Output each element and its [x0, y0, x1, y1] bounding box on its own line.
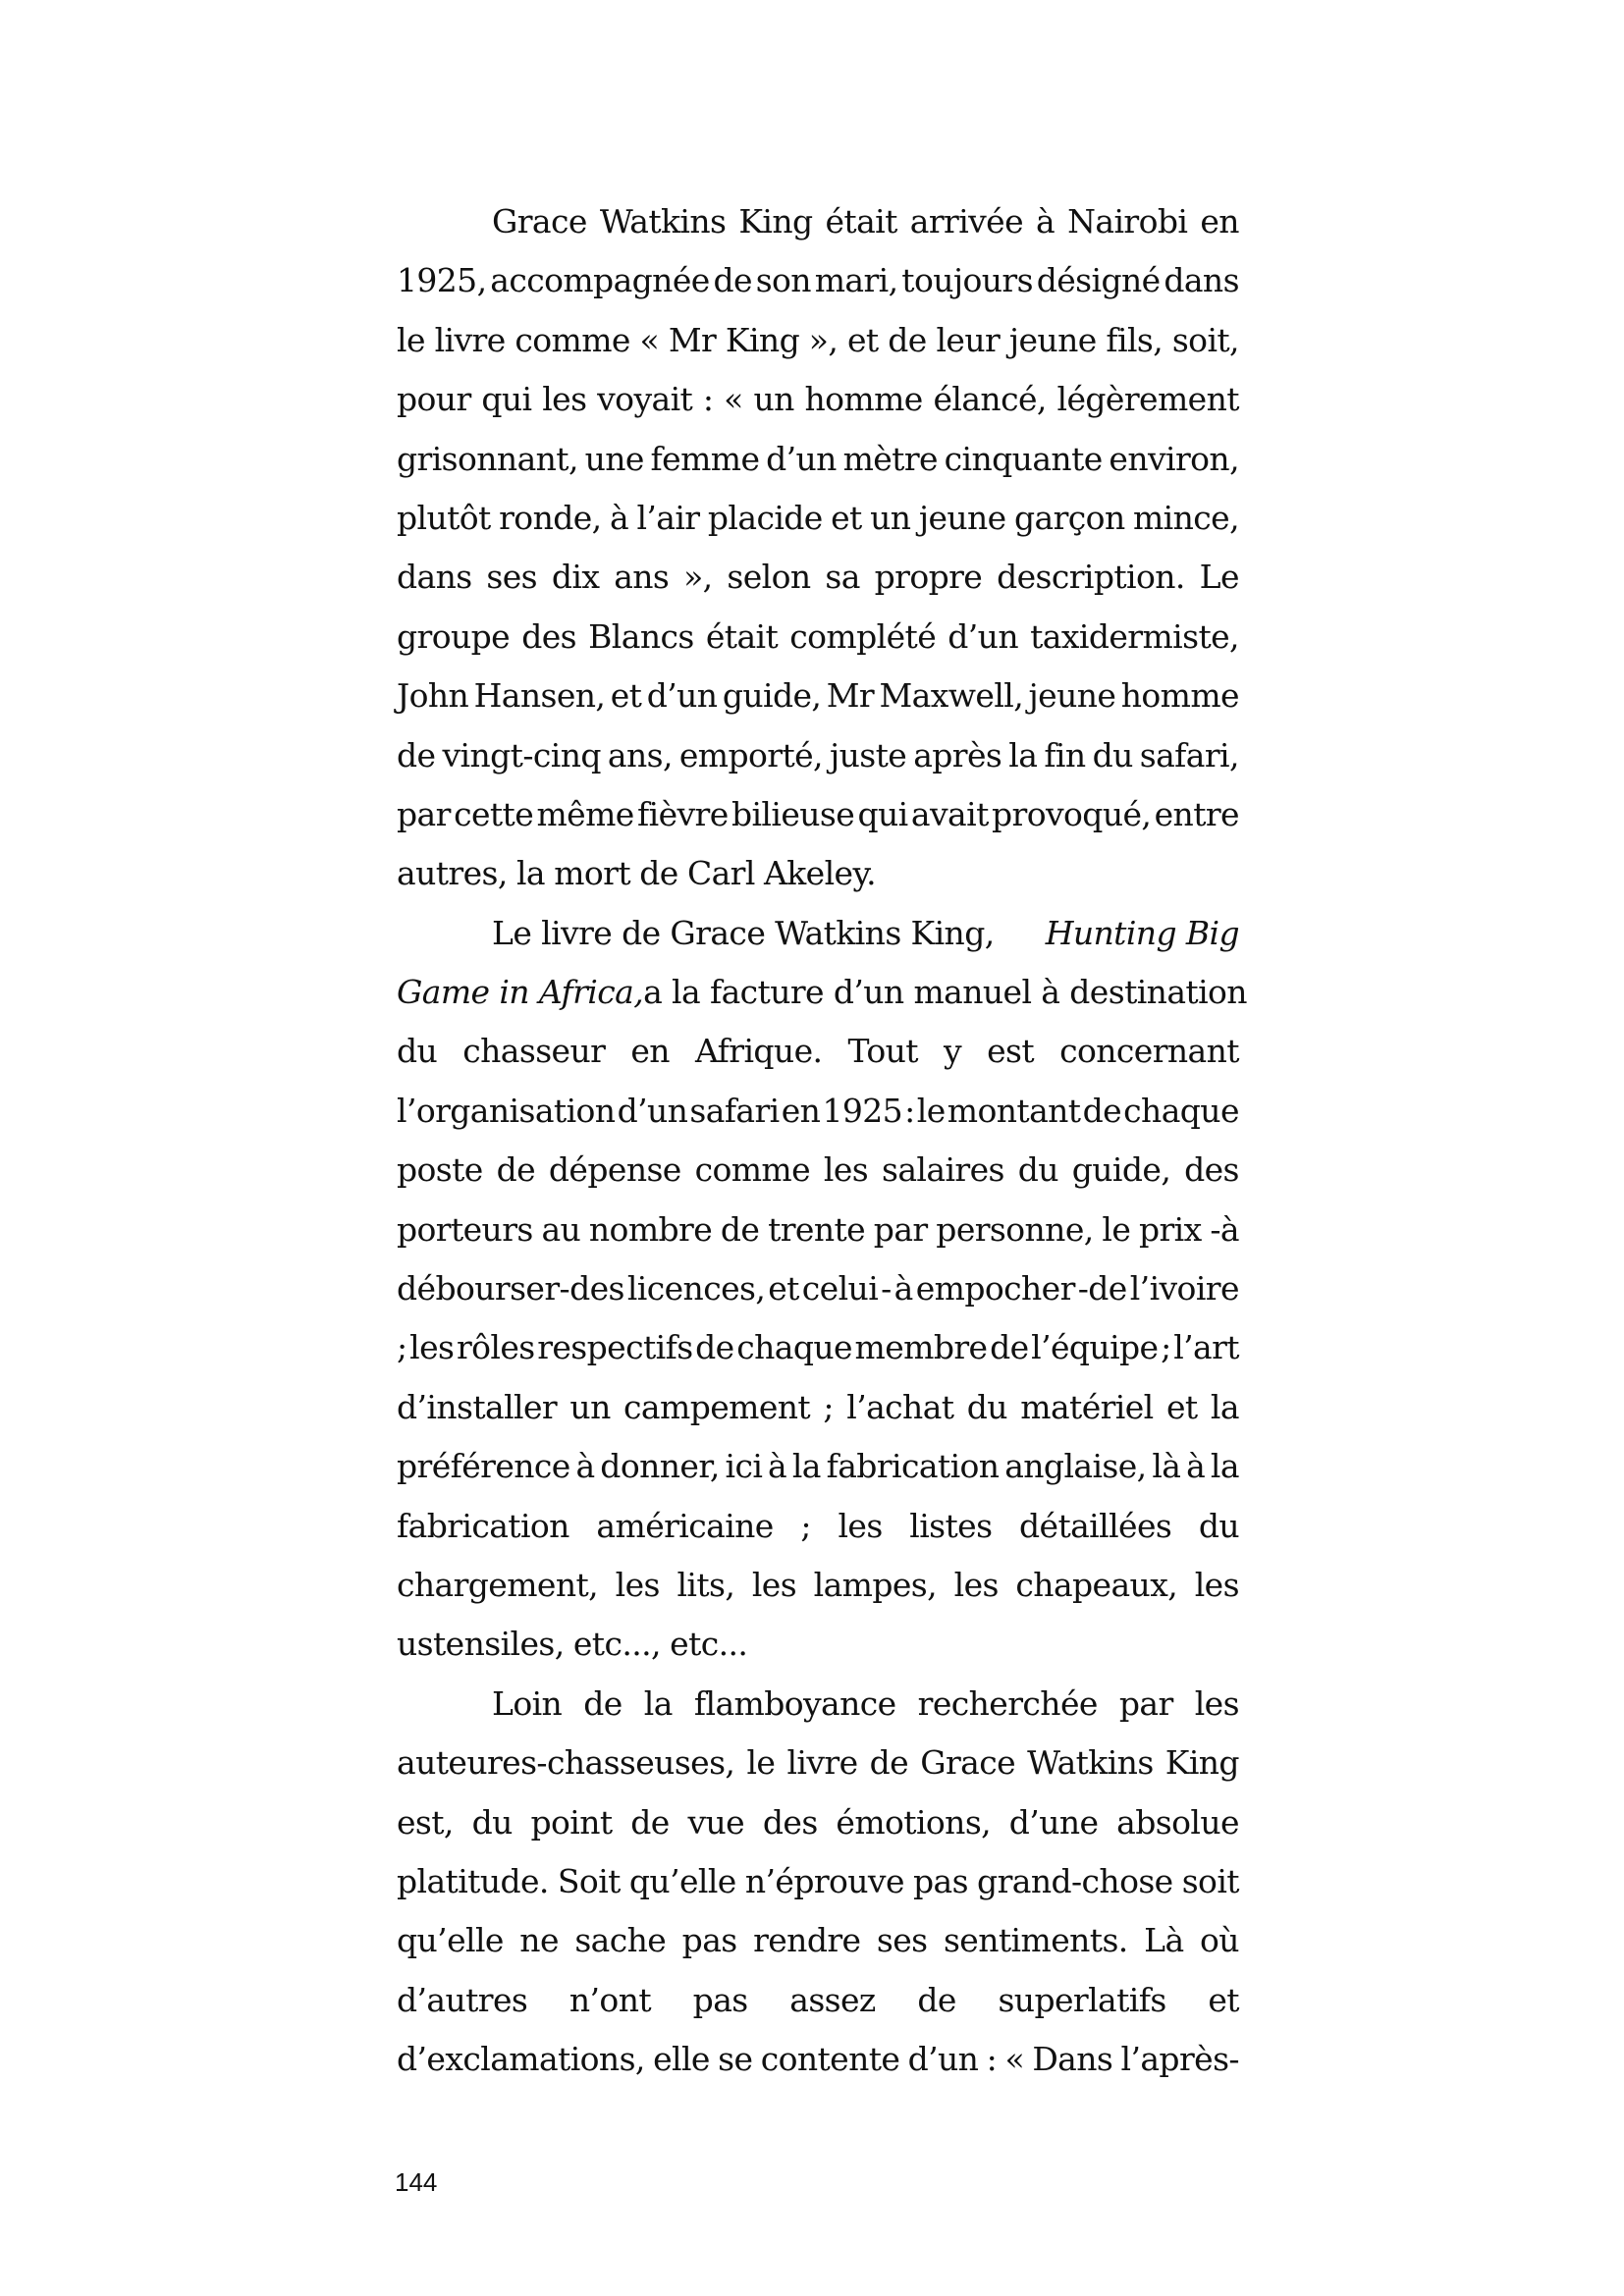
word: membre — [854, 1328, 988, 1367]
word: auteures-chasseuses, — [397, 1743, 735, 1783]
word: qui — [481, 380, 532, 419]
word: personne, — [936, 1209, 1094, 1249]
word: fabrication — [397, 1506, 569, 1545]
word: de — [990, 1328, 1029, 1367]
word: où — [1199, 1921, 1239, 1960]
word: entre — [1154, 794, 1239, 833]
text-line — [397, 489, 1239, 548]
word: débourser-des — [397, 1269, 624, 1308]
word: rôles — [456, 1328, 535, 1367]
word: de — [496, 1150, 536, 1190]
word: garçon — [1014, 498, 1125, 537]
text-line — [397, 311, 1239, 370]
word: d’autres — [397, 1980, 528, 2019]
word: placide — [707, 498, 823, 537]
text-line — [397, 1734, 1239, 1792]
paragraph-1 — [397, 192, 1239, 904]
word: 1925, — [397, 261, 487, 300]
word: la — [1008, 735, 1038, 774]
word: porteurs — [397, 1209, 533, 1249]
word: la — [1210, 1387, 1239, 1426]
word: Là — [1144, 1921, 1184, 1960]
word: d’un — [907, 2040, 979, 2079]
word: Dans — [1032, 2040, 1113, 2079]
word: vue — [687, 1802, 745, 1842]
word: selon — [727, 558, 811, 597]
word: l’achat — [846, 1387, 954, 1426]
word: lampes, — [813, 1565, 938, 1604]
word: l’air — [636, 498, 700, 537]
text-line — [397, 785, 1239, 844]
word: campement — [623, 1387, 811, 1426]
text-line — [397, 1141, 1239, 1200]
text-line — [397, 1556, 1239, 1615]
word: taxidermiste, — [1030, 616, 1239, 656]
word: ; — [823, 1387, 834, 1426]
word: Grace — [492, 202, 587, 240]
word: une — [584, 439, 644, 478]
word: « — [639, 320, 660, 359]
word: mort — [554, 854, 631, 893]
word: en — [781, 1091, 821, 1130]
word: un — [569, 1387, 611, 1426]
word: chaque — [736, 1328, 852, 1367]
word: est, — [397, 1802, 454, 1842]
word: de — [639, 854, 678, 893]
word: après — [913, 735, 1002, 774]
word: poste — [397, 1150, 483, 1190]
word: ronde, — [499, 498, 602, 537]
word: homme — [804, 380, 923, 419]
word: jeune — [918, 498, 1006, 537]
text-line — [397, 1378, 1239, 1437]
word: américaine — [596, 1506, 774, 1545]
word: : — [904, 1091, 915, 1130]
word: contente — [760, 2040, 900, 2079]
word: dépense — [548, 1150, 681, 1190]
word: livre — [786, 1743, 858, 1783]
word: du — [471, 1802, 513, 1842]
word: sentiments. — [943, 1921, 1128, 1960]
paragraph-3 — [397, 1675, 1239, 2090]
word: nombre — [588, 1209, 713, 1249]
word: d’une — [1008, 1802, 1099, 1842]
text-line — [397, 548, 1239, 607]
word: autres, — [397, 854, 508, 893]
word: point — [530, 1802, 613, 1842]
word: King — [725, 320, 800, 359]
word: des — [1184, 1150, 1239, 1190]
word: et — [1165, 1387, 1198, 1426]
word: Mr — [668, 320, 717, 359]
word: un — [753, 380, 794, 419]
text-line — [397, 904, 1239, 963]
word: Watkins — [599, 202, 727, 240]
word: était — [825, 202, 897, 240]
word: se — [718, 2040, 753, 2079]
word: mari, — [814, 261, 898, 300]
word: l’art — [1173, 1328, 1239, 1367]
word: Soit — [557, 1861, 621, 1900]
text-line — [397, 1201, 1239, 1259]
word: fils, — [1106, 320, 1164, 359]
word: détaillées — [1018, 1506, 1172, 1545]
word: King — [1164, 1743, 1239, 1783]
word: les — [409, 1328, 455, 1367]
word: n’éprouve — [744, 1861, 904, 1900]
word: dix — [551, 558, 600, 597]
word: toujours — [901, 261, 1033, 300]
word: flamboyance — [693, 1683, 896, 1723]
word: l’ivoire — [1129, 1269, 1239, 1308]
line-text: Le livre de Grace Watkins King, — [492, 913, 995, 952]
word: donner, — [600, 1447, 720, 1486]
word: recherchée — [917, 1683, 1098, 1723]
word: ses — [876, 1921, 928, 1960]
text-line — [397, 192, 1239, 251]
word: des — [521, 616, 577, 656]
page-number: 144 — [395, 2167, 438, 2197]
text-line — [397, 726, 1239, 785]
word: salaires — [882, 1150, 1004, 1190]
word: grisonnant, — [397, 439, 578, 478]
word: ici — [725, 1447, 763, 1486]
word: comme — [694, 1150, 811, 1190]
word: Tout — [847, 1032, 918, 1071]
word: du — [966, 1387, 1007, 1426]
word: mince, — [1132, 498, 1239, 537]
word: 1925 — [822, 1091, 903, 1130]
word: les — [751, 1565, 797, 1604]
word: absolue — [1116, 1802, 1239, 1842]
word: d’un — [617, 1091, 688, 1130]
word: assez — [789, 1980, 876, 2019]
text-line — [397, 1615, 1239, 1674]
text-line — [397, 1022, 1239, 1081]
word: les — [953, 1565, 999, 1604]
line-text: a la facture d’un manuel à destination — [643, 973, 1247, 1012]
word: qui — [857, 794, 908, 833]
word: ans, — [607, 735, 673, 774]
word: est — [987, 1032, 1035, 1071]
word: « — [1004, 2040, 1025, 2079]
word: fin — [1044, 735, 1086, 774]
word: à — [1036, 202, 1056, 240]
word: n’ont — [568, 1980, 652, 2019]
word: en — [630, 1032, 670, 1071]
word: les — [823, 1150, 869, 1190]
word: par — [873, 1209, 928, 1249]
word: et — [831, 498, 862, 537]
word: le — [397, 320, 425, 359]
word: préférence — [397, 1447, 570, 1486]
word: de — [583, 1683, 623, 1723]
text-line — [397, 608, 1239, 667]
word: de — [720, 1209, 760, 1249]
word: prix — [1138, 1209, 1202, 1249]
text-line — [397, 251, 1239, 310]
word: chasseur — [462, 1032, 606, 1071]
word: par — [397, 794, 451, 833]
word: Carl — [686, 854, 755, 893]
word: dans — [397, 558, 472, 597]
word: de — [888, 320, 927, 359]
word: du — [1198, 1506, 1239, 1545]
word: un — [870, 498, 911, 537]
word: safari, — [1139, 735, 1239, 774]
text-line — [397, 370, 1239, 429]
word: qu’elle — [397, 1921, 504, 1960]
word: la — [515, 854, 545, 893]
word: l’organisation — [397, 1091, 616, 1130]
word: par — [1118, 1683, 1173, 1723]
word: légèrement — [1056, 380, 1239, 419]
word: -à — [1210, 1209, 1239, 1249]
word: les — [1194, 1565, 1239, 1604]
word: dans — [1164, 261, 1239, 300]
word: guide, — [1071, 1150, 1171, 1190]
word: complété — [789, 616, 937, 656]
word: Blancs — [588, 616, 694, 656]
word: description. — [997, 558, 1185, 597]
word: grand-chose — [977, 1861, 1173, 1900]
word: d’un — [766, 439, 837, 478]
word: elle — [653, 2040, 710, 2079]
word: et — [846, 320, 879, 359]
word: emporté, — [678, 735, 823, 774]
word: plutôt — [397, 498, 491, 537]
word: ans — [614, 558, 670, 597]
word: Hansen, — [473, 676, 606, 716]
word: groupe — [397, 616, 511, 656]
word: là — [1152, 1447, 1181, 1486]
word: jeune — [1028, 676, 1116, 716]
word: le — [1102, 1209, 1131, 1249]
text-line — [397, 1971, 1239, 2030]
word: les — [1194, 1683, 1239, 1723]
word: de — [695, 1328, 734, 1367]
word: voyait — [597, 380, 693, 419]
word: anglaise, — [1004, 1447, 1147, 1486]
word: de — [630, 1802, 670, 1842]
word: ustensiles, — [397, 1625, 565, 1664]
word: environ, — [1109, 439, 1239, 478]
word: de — [397, 735, 436, 774]
word: sa — [825, 558, 860, 597]
word: chapeaux, — [1015, 1565, 1178, 1604]
word: Loin — [492, 1683, 563, 1723]
word: comme — [514, 320, 630, 359]
word: celui — [801, 1269, 879, 1308]
word: la — [791, 1447, 821, 1486]
text-line — [397, 1911, 1239, 1970]
word: John — [397, 676, 469, 716]
text-line — [397, 963, 1247, 1022]
text-line — [397, 1675, 1239, 1734]
word: de — [1082, 1091, 1122, 1130]
word: « — [724, 380, 743, 419]
word: soit, — [1171, 320, 1239, 359]
word: élancé, — [933, 380, 1047, 419]
word: à — [893, 1269, 913, 1308]
word: Le — [1199, 558, 1239, 597]
word: livre — [434, 320, 506, 359]
text-line — [397, 1259, 1239, 1318]
word: platitude. — [397, 1861, 549, 1900]
word: concernant — [1059, 1032, 1239, 1071]
text-line — [397, 1082, 1239, 1141]
word: en — [1200, 202, 1239, 240]
text-line — [397, 1793, 1239, 1852]
paragraph-2 — [397, 904, 1247, 1675]
word: chargement, — [397, 1565, 599, 1604]
word: les — [542, 380, 587, 419]
text-line — [397, 844, 1239, 903]
word: etc... — [670, 1625, 748, 1664]
body-text — [397, 192, 1247, 2090]
word: Maxwell, — [879, 676, 1024, 716]
word: accompagnée — [490, 261, 710, 300]
word: d’un — [947, 616, 1018, 656]
word: lits, — [677, 1565, 735, 1604]
word: qu’elle — [628, 1861, 736, 1900]
word: ; — [1161, 1328, 1171, 1367]
word: - — [881, 1269, 892, 1308]
word: et — [610, 676, 642, 716]
word: -de — [1077, 1269, 1127, 1308]
text-line — [397, 1852, 1239, 1911]
word: guide, — [722, 676, 822, 716]
word: l’équipe — [1031, 1328, 1159, 1367]
word: le — [746, 1743, 776, 1783]
word: vingt-cinq — [442, 735, 601, 774]
word: Afrique. — [695, 1032, 823, 1071]
word: du — [397, 1032, 438, 1071]
word: à — [575, 1447, 595, 1486]
word: au — [541, 1209, 581, 1249]
word: même — [536, 794, 634, 833]
word: et — [768, 1269, 799, 1308]
word: homme — [1120, 676, 1239, 716]
word: le — [916, 1091, 946, 1130]
word: son — [755, 261, 811, 300]
word: juste — [829, 735, 907, 774]
text-line — [397, 1437, 1239, 1496]
text-line — [397, 2030, 1239, 2089]
word: King — [738, 202, 813, 240]
word: ses — [486, 558, 538, 597]
word: d’exclamations, — [397, 2040, 645, 2079]
word: bilieuse — [731, 794, 855, 833]
word: pas — [913, 1861, 968, 1900]
word: la — [1210, 1447, 1239, 1486]
word: les — [615, 1565, 660, 1604]
word: avait — [910, 794, 989, 833]
word: safari — [689, 1091, 780, 1130]
word: respectifs — [537, 1328, 693, 1367]
word: superlatifs — [998, 1980, 1166, 2019]
word: mètre — [842, 439, 938, 478]
word: du — [1092, 735, 1133, 774]
text-line — [397, 1497, 1239, 1556]
word: Mr — [826, 676, 875, 716]
word: désigné — [1036, 261, 1161, 300]
book-title-italic: Hunting Big — [1045, 913, 1239, 952]
word: pour — [397, 380, 471, 419]
word: femme — [650, 439, 760, 478]
word: l’après- — [1120, 2040, 1239, 2079]
word: fabrication — [826, 1447, 1000, 1486]
word: pas — [681, 1921, 737, 1960]
word: arrivée — [909, 202, 1024, 240]
word: à — [609, 498, 629, 537]
word: listes — [909, 1506, 993, 1545]
word: les — [838, 1506, 883, 1545]
word: à — [1186, 1447, 1206, 1486]
word: rendre — [753, 1921, 861, 1960]
word: : — [702, 380, 714, 419]
word: », — [683, 558, 713, 597]
word: était — [705, 616, 779, 656]
word: licences, — [626, 1269, 766, 1308]
word: provoqué, — [992, 794, 1152, 833]
word: montant — [947, 1091, 1081, 1130]
word: ; — [800, 1506, 811, 1545]
word: soit — [1181, 1861, 1239, 1900]
word: à — [768, 1447, 787, 1486]
word: propre — [874, 558, 983, 597]
text-line — [397, 667, 1239, 725]
word: d’un — [646, 676, 718, 716]
word: y — [943, 1032, 962, 1071]
word: jeune — [1008, 320, 1097, 359]
word: cinquante — [944, 439, 1103, 478]
word: Watkins — [1027, 1743, 1154, 1783]
word: Nairobi — [1067, 202, 1188, 240]
word: sache — [574, 1921, 667, 1960]
text-line — [397, 1318, 1239, 1377]
word: des — [762, 1802, 818, 1842]
word: de — [713, 261, 752, 300]
word: ; — [397, 1328, 407, 1367]
word: leur — [936, 320, 1001, 359]
word: la — [643, 1683, 673, 1723]
word: », — [808, 320, 839, 359]
word: cette — [454, 794, 534, 833]
word: ne — [519, 1921, 559, 1960]
word: trente — [768, 1209, 866, 1249]
word: du — [1017, 1150, 1058, 1190]
word: d’installer — [397, 1387, 558, 1426]
word: Grace — [920, 1743, 1016, 1783]
word: fièvre — [637, 794, 729, 833]
word: matériel — [1020, 1387, 1154, 1426]
word: chaque — [1123, 1091, 1239, 1130]
text-line — [397, 430, 1239, 489]
word: etc..., — [572, 1625, 661, 1664]
word: de — [869, 1743, 909, 1783]
book-title-italic: Game in Africa, — [397, 973, 644, 1012]
word: et — [1208, 1980, 1239, 2019]
word: de — [917, 1980, 956, 2019]
word: émotions, — [836, 1802, 992, 1842]
word: empocher — [915, 1269, 1075, 1308]
word: : — [986, 2040, 998, 2079]
word: pas — [692, 1980, 748, 2019]
word: Akeley. — [764, 854, 877, 893]
